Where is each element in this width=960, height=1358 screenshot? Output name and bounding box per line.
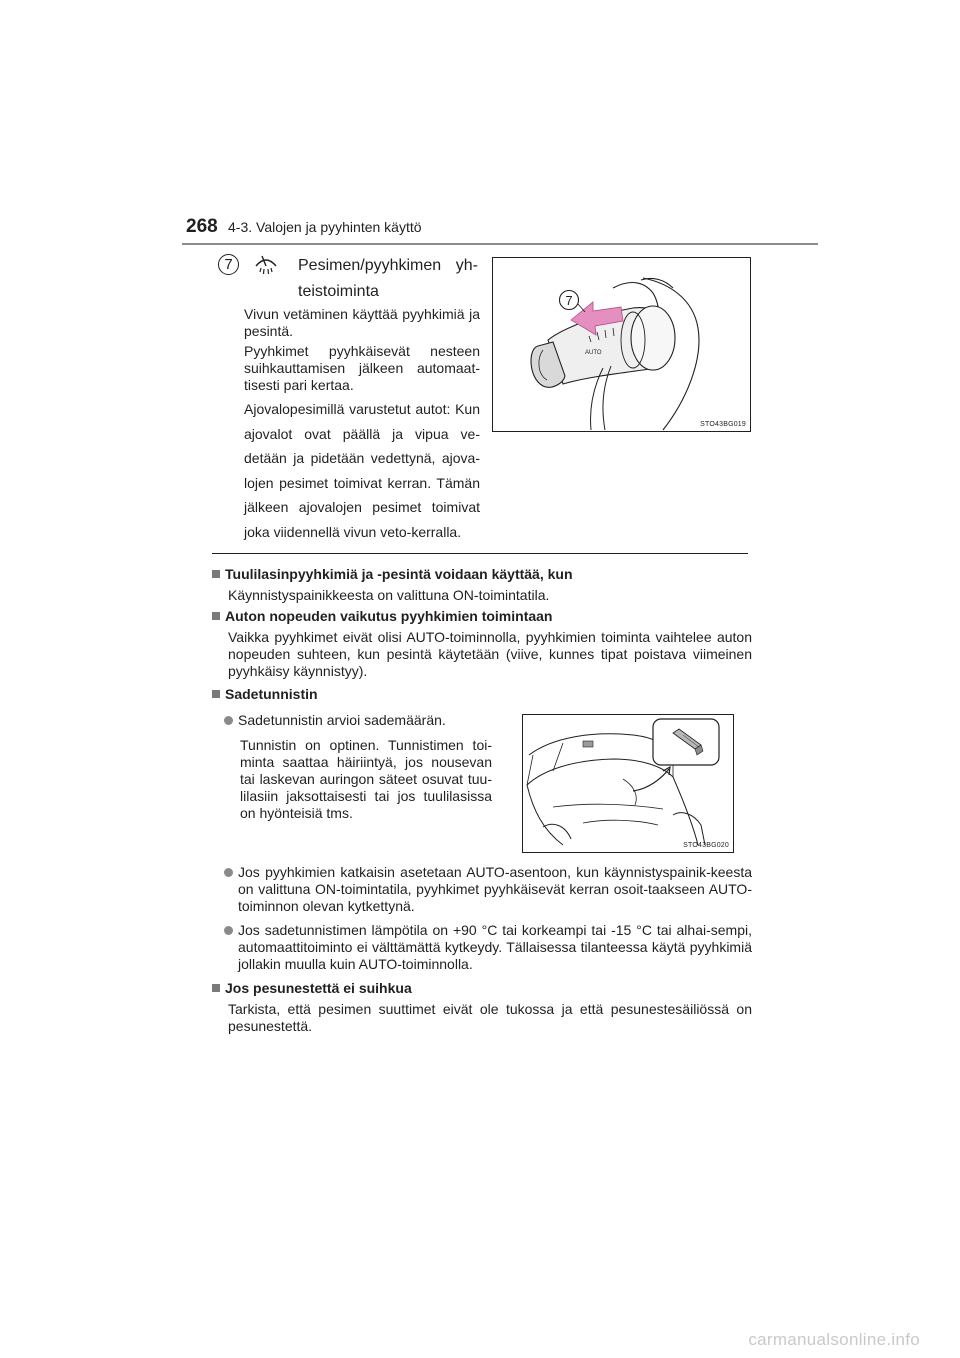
svg-text:AUTO: AUTO <box>585 350 602 356</box>
rain-sensor-figure <box>522 714 734 853</box>
rain-sensor-illustration <box>523 715 733 852</box>
note-2-body: Vaikka pyyhkimet eivät olisi AUTO-toiminnolla, pyyhkimien toiminta vaihtelee auton nopeuden suhteen, kun pesintä käytetään (viive, kunnes tipat poistava viimeinen pyyhkäisy käynnistyy). <box>228 629 752 679</box>
feature-title: Pesimen/pyyhkimen yh-teistoiminta <box>298 257 478 300</box>
square-bullet-icon <box>212 984 220 992</box>
rain-sensor-bullet-3 <box>224 922 752 973</box>
section-title: 4-3. Valojen ja pyyhinten käyttö <box>228 219 422 235</box>
square-bullet-icon <box>212 612 220 620</box>
feature-para-3: Ajovalopesimillä varustetut autot: Kun ajovalot ovat päällä ja vipua ve-detään ja pidetään vedettynä, ajova-lojen pesimet toimivat kerran. Tämän jälkeen ajovalojen pesimet toimivat joka viidennellä vivun veto-kerralla. <box>244 401 480 540</box>
feature-description <box>244 306 480 547</box>
wiper-lever-figure <box>492 257 751 432</box>
round-bullet-icon <box>224 868 233 877</box>
square-bullet-icon <box>212 690 220 698</box>
note-2 <box>212 608 752 680</box>
note-4-body: Tarkista, että pesimen suuttimet eivät ole tukossa ja että pesunestesäiliössä on pesunestettä. <box>228 1001 752 1034</box>
washer-wiper-icon <box>253 252 279 276</box>
square-bullet-icon <box>212 570 220 578</box>
watermark: carmanualsonline.info <box>748 1330 920 1349</box>
figure-code: STO43BG019 <box>700 421 746 428</box>
figure-code: STO43BG020 <box>683 842 729 849</box>
section-divider <box>212 553 748 554</box>
bullet-1-body: Tunnistin on optinen. Tunnistimen toi-minta saattaa häiriintyä, jos nousevan tai laskevan auringon säteet osuvat tuu-lilasiin jaksottaisesti tai jos tuulilasissa on hyönteisiä tms. <box>240 737 492 821</box>
note-1-body: Käynnistyspainikkeesta on valittuna ON-toimintatila. <box>228 587 550 603</box>
note-4 <box>212 980 752 1035</box>
note-1 <box>212 566 752 604</box>
header-divider <box>182 243 818 245</box>
note-3 <box>212 686 318 703</box>
wiper-lever-illustration <box>493 258 750 431</box>
figure-marker-7: 7 <box>565 293 573 308</box>
bullet-2-text: Jos pyyhkimien katkaisin asetetaan AUTO-asentoon, kun käynnistyspainik-keesta on valittuna ON-toimintatila, pyyhkimet pyyhkäisevät kerran osoit-taakseen AUTO-toiminnon olevan kytkettynä. <box>238 864 752 914</box>
bullet-1-lead: Sadetunnistin arvioi sademäärän. <box>238 712 446 728</box>
bullet-3-text: Jos sadetunnistimen lämpötila on +90 °C tai korkeampi tai -15 °C tai alhai-sempi, automaattitoiminto ei välttämättä kytkeydy. Tällaisessa tilanteessa käytä pyyhkimiä jollakin muulla kuin AUTO-toiminnolla. <box>238 922 752 972</box>
note-4-heading: Jos pesunestettä ei suihkua <box>225 980 412 996</box>
note-3-heading: Sadetunnistin <box>225 686 318 702</box>
feature-para-2: Pyyhkimet pyyhkäisevät nesteen suihkauttamisen jälkeen automaat-tisesti pari kertaa. <box>244 343 480 393</box>
rain-sensor-bullet-2 <box>224 864 752 915</box>
rain-sensor-bullet-1 <box>224 712 492 822</box>
item-marker-7: 7 <box>218 254 239 275</box>
round-bullet-icon <box>224 926 233 935</box>
note-1-heading: Tuulilasinpyyhkimiä ja -pesintä voidaan käyttää, kun <box>225 566 573 582</box>
page-number: 268 <box>186 216 218 237</box>
feature-para-1: Vivun vetäminen käyttää pyyhkimiä ja pesintä. <box>244 306 480 339</box>
round-bullet-icon <box>224 716 233 725</box>
note-2-heading: Auton nopeuden vaikutus pyyhkimien toimintaan <box>225 608 553 624</box>
